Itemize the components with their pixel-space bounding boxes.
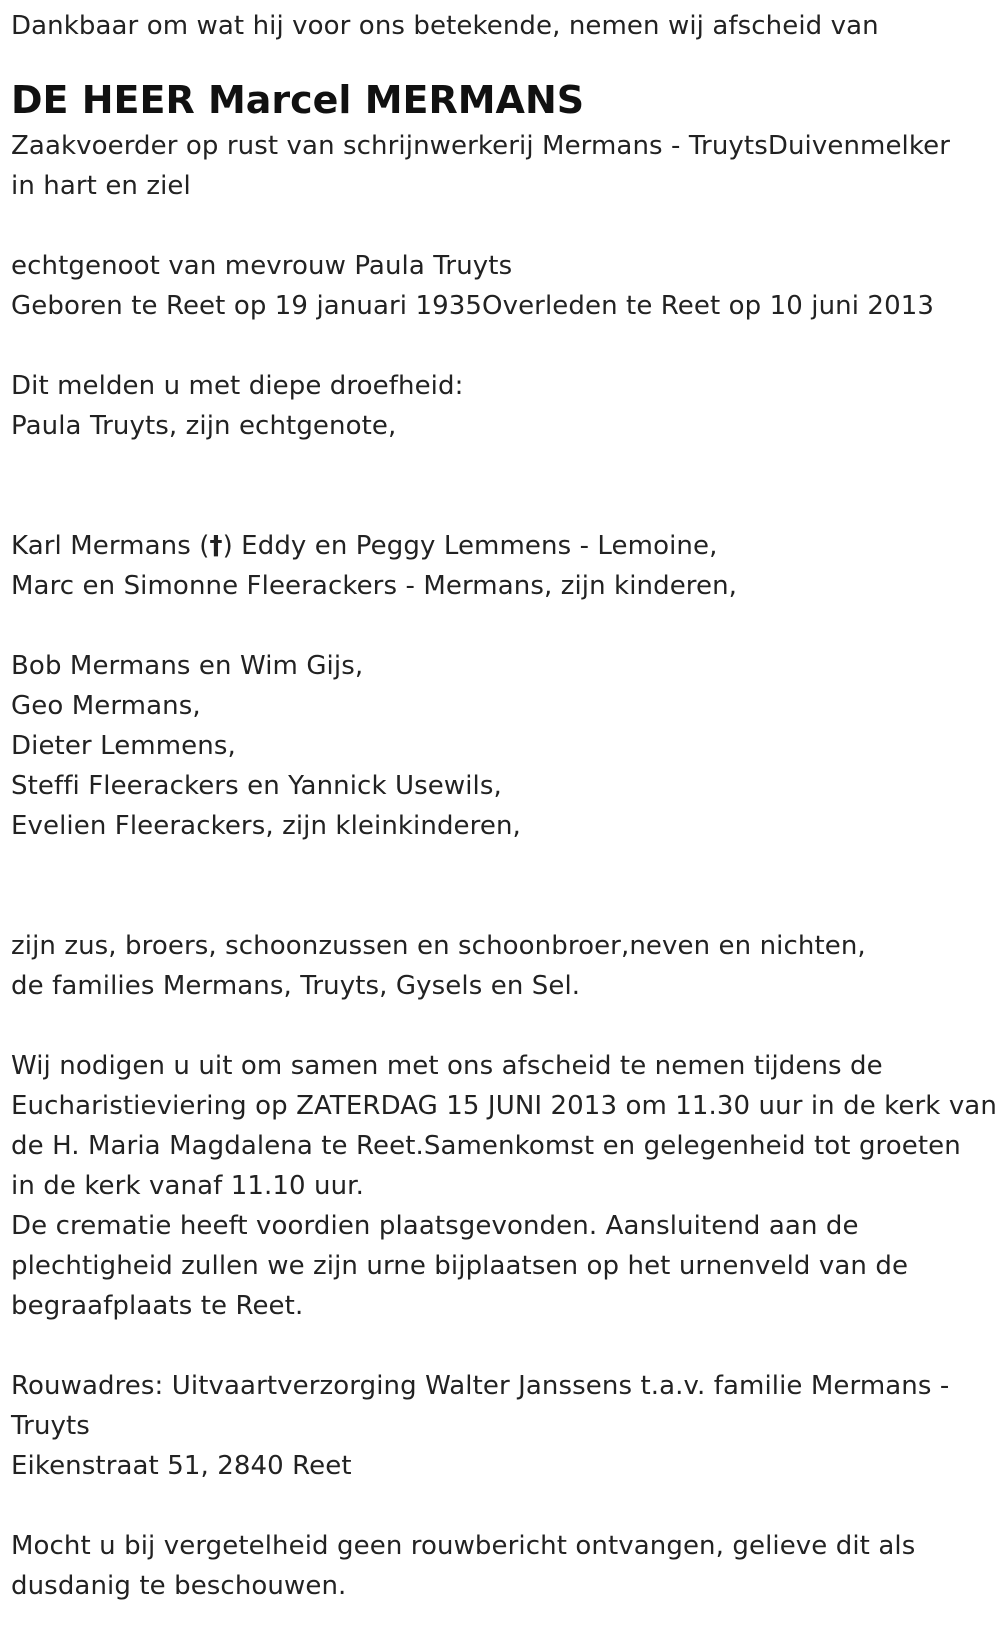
intro-text: Dankbaar om wat hij voor ons betekende, nemen wij afscheid van <box>11 11 879 41</box>
children-line-1 <box>11 526 990 566</box>
spacer <box>11 446 990 526</box>
mourners-intro: Dit melden u met diepe droefheid: <box>11 371 464 401</box>
address-line-2: Truyts <box>11 1411 90 1441</box>
spacer <box>11 846 990 926</box>
ceremony-line: de H. Maria Magdalena te Reet.Samenkomst en gelegenheid tot groeten <box>11 1131 961 1161</box>
closing-line-2: dusdanig te beschouwen. <box>11 1571 347 1601</box>
ceremony-line: begraafplaats te Reet. <box>11 1291 304 1321</box>
ceremony-line: De crematie heeft voordien plaatsgevonden. Aansluitend aan de <box>11 1211 859 1241</box>
children-line-2: Marc en Simonne Fleerackers - Mermans, zijn kinderen, <box>11 571 738 601</box>
spacer <box>11 606 990 646</box>
cross-icon: † <box>209 531 223 561</box>
spacer <box>11 1006 990 1046</box>
occupation-line-1: Zaakvoerder op rust van schrijnwerkerij Mermans - TruytsDuivenmelker <box>11 131 950 161</box>
wife-text: Paula Truyts, zijn echtgenote, <box>11 411 397 441</box>
children-line-1-end: ) Eddy en Peggy Lemmens - Lemoine, <box>222 531 718 561</box>
address-line-3: Eikenstraat 51, 2840 Reet <box>11 1451 352 1481</box>
family-line-1: zijn zus, broers, schoonzussen en schoonbroer,neven en nichten, <box>11 931 866 961</box>
ceremony-line: Wij nodigen u uit om samen met ons afscheid te nemen tijdens de <box>11 1051 883 1081</box>
family-line-2: de families Mermans, Truyts, Gysels en Sel. <box>11 971 581 1001</box>
address-line-1: Rouwadres: Uitvaartverzorging Walter Janssens t.a.v. familie Mermans - <box>11 1371 950 1401</box>
ceremony-line: plechtigheid zullen we zijn urne bijplaatsen op het urnenveld van de <box>11 1251 909 1281</box>
grandchild-line: Bob Mermans en Wim Gijs, <box>11 651 364 681</box>
ceremony-line: in de kerk vanaf 11.10 uur. <box>11 1171 364 1201</box>
spouse-text: echtgenoot van mevrouw Paula Truyts <box>11 251 513 281</box>
closing-line-1: Mocht u bij vergetelheid geen rouwbericht ontvangen, gelieve dit als <box>11 1531 916 1561</box>
children-line-1-start: Karl Mermans ( <box>11 531 210 561</box>
grandchild-line: Dieter Lemmens, <box>11 731 236 761</box>
birth-death-text: Geboren te Reet op 19 januari 1935Overleden te Reet op 10 juni 2013 <box>11 291 934 321</box>
grandchild-line: Steffi Fleerackers en Yannick Usewils, <box>11 771 502 801</box>
ceremony-line: Eucharistieviering op ZATERDAG 15 JUNI 2013 om 11.30 uur in de kerk van <box>11 1091 997 1121</box>
spacer <box>11 1326 990 1366</box>
spacer <box>11 1486 990 1526</box>
deceased-name: DE HEER Marcel MERMANS <box>11 78 585 122</box>
spacer <box>11 206 990 246</box>
occupation-line-2: in hart en ziel <box>11 171 191 201</box>
spacer <box>11 326 990 366</box>
grandchild-line: Evelien Fleerackers, zijn kleinkinderen, <box>11 811 521 841</box>
grandchild-line: Geo Mermans, <box>11 691 201 721</box>
